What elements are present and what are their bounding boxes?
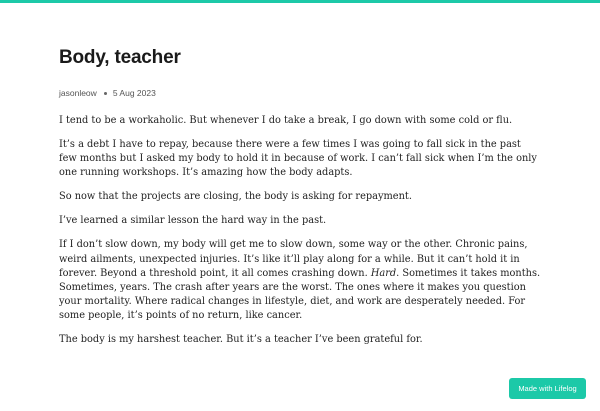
post-title: Body, teacher xyxy=(59,47,181,68)
post-article xyxy=(59,45,541,357)
post-paragraph: I tend to be a workaholic. But whenever I do take a break, I go down with some cold or flu. xyxy=(59,115,513,126)
post-paragraph: So now that the projects are closing, the body is asking for repayment. xyxy=(59,191,412,203)
post-paragraph: The body is my harshest teacher. But it’s a teacher I’ve been grateful for. xyxy=(59,334,423,346)
post-paragraph xyxy=(59,238,541,323)
meta-separator-dot xyxy=(104,92,107,95)
post-author[interactable]: jasonleow xyxy=(59,88,97,98)
post-body xyxy=(59,114,541,348)
post-paragraph: It’s a debt I have to repay, because there were a few times I was going to fall sick in the past few months but I asked my body to hold it in because of work. I can’t fall sick when I’m the only one running workshops. It’s amazing how the body adapts. xyxy=(59,139,537,179)
emphasis-text: Hard xyxy=(370,267,397,279)
paragraph-text: If I don’t slow down, my body will get me to slow down, some way or the other. Chronic pains, weird ailments, unexpected injuries. It’s like it’ll play along for a while. But it can’t hold it in forever. Beyond a threshold point, it all comes crashing down. xyxy=(59,239,528,279)
post-paragraph: I’ve learned a similar lesson the hard way in the past. xyxy=(59,215,327,227)
post-meta xyxy=(59,87,541,99)
made-with-lifelog-button[interactable]: Made with Lifelog xyxy=(509,378,586,399)
top-accent-bar xyxy=(0,0,600,3)
paragraph-text: . Sometimes it takes months. Sometimes, years. The crash after years are the worst. The ones where it makes you question your mortality. Where radical changes in lifestyle, diet, and work are desperately needed. For some people, it’s points of no return, like cancer. xyxy=(59,267,541,322)
post-date: 5 Aug 2023 xyxy=(112,88,156,98)
